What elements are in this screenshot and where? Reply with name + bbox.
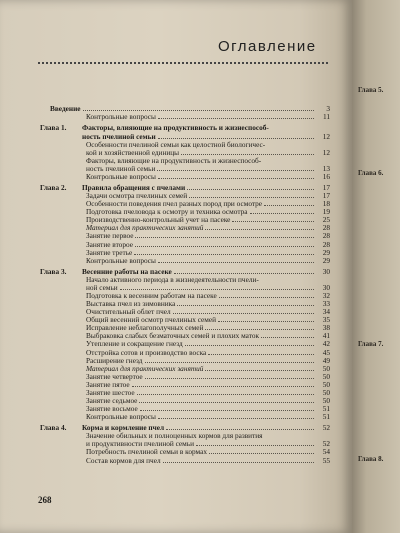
toc-row	[40, 248, 330, 256]
toc-row	[40, 339, 330, 347]
dot-leader	[134, 248, 314, 255]
toc-row	[40, 364, 330, 372]
dot-leader	[174, 267, 314, 274]
toc-entry-title: Факторы, влияющие на продуктивность и жизнеспособ-	[82, 123, 269, 133]
toc-row	[40, 447, 330, 455]
toc-row	[40, 331, 330, 339]
dot-leader	[157, 164, 314, 171]
toc-entry-title: Занятие пятое	[86, 379, 130, 389]
toc-row	[40, 396, 330, 404]
toc-page-number: 41	[322, 331, 330, 341]
toc-row	[40, 323, 330, 331]
toc-row	[40, 423, 330, 431]
toc-entry-title: Значение обильных и полноценных кормов для развития	[86, 431, 263, 441]
toc-row	[40, 356, 330, 364]
toc-entry-title: Подготовка к весенним работам на пасеке	[86, 291, 217, 301]
title-divider	[38, 62, 328, 64]
toc-entry-title: Исправление неблагополучных семей	[86, 323, 204, 333]
toc-entry-title: Материал для практических занятий	[86, 363, 204, 373]
dot-leader	[261, 331, 314, 338]
toc-row	[40, 299, 330, 307]
dot-leader	[163, 456, 314, 463]
toc-row	[40, 372, 330, 380]
toc-page-number: 28	[322, 231, 330, 241]
toc-entry-title: Занятие седьмое	[86, 395, 138, 405]
toc-entry-title: Материал для практических занятий	[86, 223, 204, 233]
dot-leader	[185, 339, 314, 346]
toc-page-number: 50	[322, 387, 330, 397]
toc-entry-title: и продуктивности пчелиной семьи	[86, 439, 195, 449]
dot-leader	[177, 299, 314, 306]
toc-entry-title: Производственно-контрольный учет на пасеке	[86, 215, 231, 225]
toc-row	[40, 380, 330, 388]
dot-leader	[158, 132, 314, 139]
toc-page-number: 33	[322, 299, 330, 309]
toc-row	[40, 256, 330, 264]
toc-row	[40, 307, 330, 315]
dot-leader	[158, 112, 314, 119]
toc-entry-title: Очистительный облет пчел	[86, 307, 171, 317]
dot-leader	[83, 104, 314, 111]
toc-page-number: 29	[322, 255, 330, 265]
toc-page-number: 38	[322, 323, 330, 333]
dot-leader	[181, 148, 314, 155]
dot-leader	[135, 240, 314, 247]
toc-entry-title: Начало активного периода в жизнедеятельности пчели-	[86, 275, 259, 285]
toc-row	[40, 439, 330, 447]
page-title: Оглавление	[218, 38, 317, 55]
toc-page-number: 12	[322, 131, 330, 141]
dot-leader	[218, 315, 314, 322]
toc-entry-title: Занятие восьмое	[86, 403, 138, 413]
toc-page-number: 52	[322, 423, 330, 433]
toc-page-number: 49	[322, 355, 330, 365]
dot-leader	[219, 291, 314, 298]
toc-entry-title: Подготовка пчеловода к осмотру и техника осмотра	[86, 207, 248, 217]
toc-page-number: 30	[322, 267, 330, 277]
toc-row	[40, 388, 330, 396]
toc-chapter-label: Глава 2.	[40, 183, 67, 193]
dot-leader	[209, 447, 314, 454]
dot-leader	[208, 348, 314, 355]
dot-leader	[205, 323, 314, 330]
toc-entry-title: Занятие четвертое	[86, 371, 143, 381]
toc-page-number: 55	[322, 455, 330, 465]
dot-leader	[187, 183, 314, 190]
toc-entry-title: Контрольные вопросы	[86, 171, 156, 181]
toc-row	[40, 123, 330, 131]
toc-entry-title: ной семьи	[86, 283, 118, 293]
toc-row	[40, 456, 330, 464]
dot-leader	[120, 283, 314, 290]
toc-row	[40, 148, 330, 156]
dot-leader	[145, 356, 314, 363]
toc-entry-title: Занятие второе	[86, 239, 133, 249]
toc-page-number: 11	[322, 112, 330, 122]
toc-entry-title: Потребность пчелиной семьи в кормах	[86, 447, 207, 457]
toc-row	[40, 404, 330, 412]
toc-row	[40, 431, 330, 439]
toc-page-number: 16	[322, 171, 330, 181]
dot-leader	[145, 372, 314, 379]
dot-leader	[264, 199, 314, 206]
toc-page-number: 30	[322, 283, 330, 293]
toc-row	[40, 156, 330, 164]
toc-row	[40, 140, 330, 148]
right-page	[352, 0, 400, 533]
toc-row	[40, 267, 330, 275]
toc-page-number: 50	[322, 371, 330, 381]
page-number: 268	[38, 495, 52, 505]
dot-leader	[139, 396, 314, 403]
right-page-chapter-label: Глава 7.	[358, 340, 384, 348]
toc-chapter-label: Глава 4.	[40, 423, 67, 433]
toc-row	[40, 191, 330, 199]
toc-entry-title: Корма и кормление пчел	[82, 423, 165, 433]
toc-row	[40, 112, 330, 120]
dot-leader	[166, 423, 314, 430]
toc-page-number: 50	[322, 363, 330, 373]
toc-row	[40, 172, 330, 180]
toc-page-number: 25	[322, 215, 330, 225]
dot-leader	[158, 412, 314, 419]
toc-chapter-label: Глава 3.	[40, 267, 67, 277]
toc-entry-title: Введение	[50, 104, 81, 113]
toc-row	[40, 183, 330, 191]
toc-entry-title: Расширение гнезд	[86, 355, 143, 365]
toc-page-number: 29	[322, 247, 330, 257]
toc-row	[40, 348, 330, 356]
toc-chapter-label: Глава 1.	[40, 123, 67, 133]
toc-entry-title: Весенние работы на пасеке	[82, 267, 172, 277]
toc-entry-title: Контрольные вопросы	[86, 411, 156, 421]
toc-page-number: 50	[322, 395, 330, 405]
toc-entry-title: Контрольные вопросы	[86, 255, 156, 265]
toc-entry-title: Занятие шестое	[86, 387, 135, 397]
toc-page-number: 42	[322, 339, 330, 349]
right-page-chapter-label: Глава 6.	[358, 169, 384, 177]
toc-row	[40, 315, 330, 323]
toc-page-number: 32	[322, 291, 330, 301]
toc-row	[40, 132, 330, 140]
toc-row	[40, 291, 330, 299]
toc-entry-title: Особенности пчелиной семьи как целостной биологичес-	[86, 139, 266, 149]
toc-page-number: 45	[322, 347, 330, 357]
toc-page-number: 51	[322, 403, 330, 413]
toc-page-number: 35	[322, 315, 330, 325]
toc-page-number: 18	[322, 199, 330, 209]
toc-entry-title: Контрольные вопросы	[86, 112, 156, 122]
dot-leader	[205, 223, 314, 230]
toc-entry-title: Факторы, влияющие на продуктивность и жизнеспособ-	[86, 155, 262, 165]
toc-entry-title: кой и хозяйственной единицы	[86, 147, 180, 157]
toc-row	[40, 240, 330, 248]
dot-leader	[173, 307, 314, 314]
right-page-chapter-label: Глава 5.	[358, 86, 384, 94]
toc-row	[40, 283, 330, 291]
toc-entry-title: Занятие первое	[86, 231, 134, 241]
toc-page-number: 51	[322, 411, 330, 421]
toc-page-number: 50	[322, 379, 330, 389]
dot-leader	[205, 364, 314, 371]
toc-entry-title: Занятие третье	[86, 247, 133, 257]
toc-row	[40, 412, 330, 420]
dot-leader	[135, 231, 314, 238]
toc-page-number: 3	[326, 104, 330, 113]
table-of-contents	[40, 104, 330, 464]
toc-row	[40, 231, 330, 239]
right-page-chapter-label: Глава 8.	[358, 455, 384, 463]
toc-page-number: 28	[322, 239, 330, 249]
dot-leader	[132, 380, 314, 387]
toc-page-number: 13	[322, 163, 330, 173]
toc-entry-title: Состав кормов для пчел	[86, 455, 161, 465]
toc-entry-title: Отстройка сотов и производство воска	[86, 347, 207, 357]
dot-leader	[232, 215, 314, 222]
toc-page-number: 34	[322, 307, 330, 317]
toc-page-number: 28	[322, 223, 330, 233]
toc-page-number: 54	[322, 447, 330, 457]
toc-row	[40, 275, 330, 283]
dot-leader	[158, 256, 314, 263]
toc-entry-title: Правила обращения с пчелами	[82, 183, 186, 193]
toc-row	[40, 164, 330, 172]
toc-entry-title: Выставка пчел из зимовника	[86, 299, 176, 309]
toc-entry-title: Особенности поведения пчел разных пород при осмотре	[86, 199, 263, 209]
dot-leader	[140, 404, 314, 411]
toc-page-number: 19	[322, 207, 330, 217]
toc-page-number: 17	[322, 183, 330, 193]
toc-entry-title: Выбраковка слабых безматочных семей и плохих маток	[86, 331, 260, 341]
toc-row	[40, 223, 330, 231]
dot-leader	[250, 207, 314, 214]
dot-leader	[196, 439, 314, 446]
toc-entry-title: Утепление и сокращение гнезд	[86, 339, 183, 349]
toc-page-number: 12	[322, 147, 330, 157]
toc-page-number: 52	[322, 439, 330, 449]
toc-entry-title: ность пчелиной семьи	[86, 163, 156, 173]
toc-row	[40, 215, 330, 223]
toc-row	[40, 199, 330, 207]
dot-leader	[158, 172, 314, 179]
dot-leader	[189, 191, 314, 198]
toc-entry-title: Общий весенний осмотр пчелиных семей	[86, 315, 217, 325]
toc-row	[40, 207, 330, 215]
toc-row	[40, 104, 330, 112]
toc-entry-title: ность пчелиной семьи	[82, 131, 156, 141]
toc-entry-title: Задачи осмотра пчелиных семей	[86, 191, 188, 201]
dot-leader	[137, 388, 314, 395]
toc-page-number: 17	[322, 191, 330, 201]
